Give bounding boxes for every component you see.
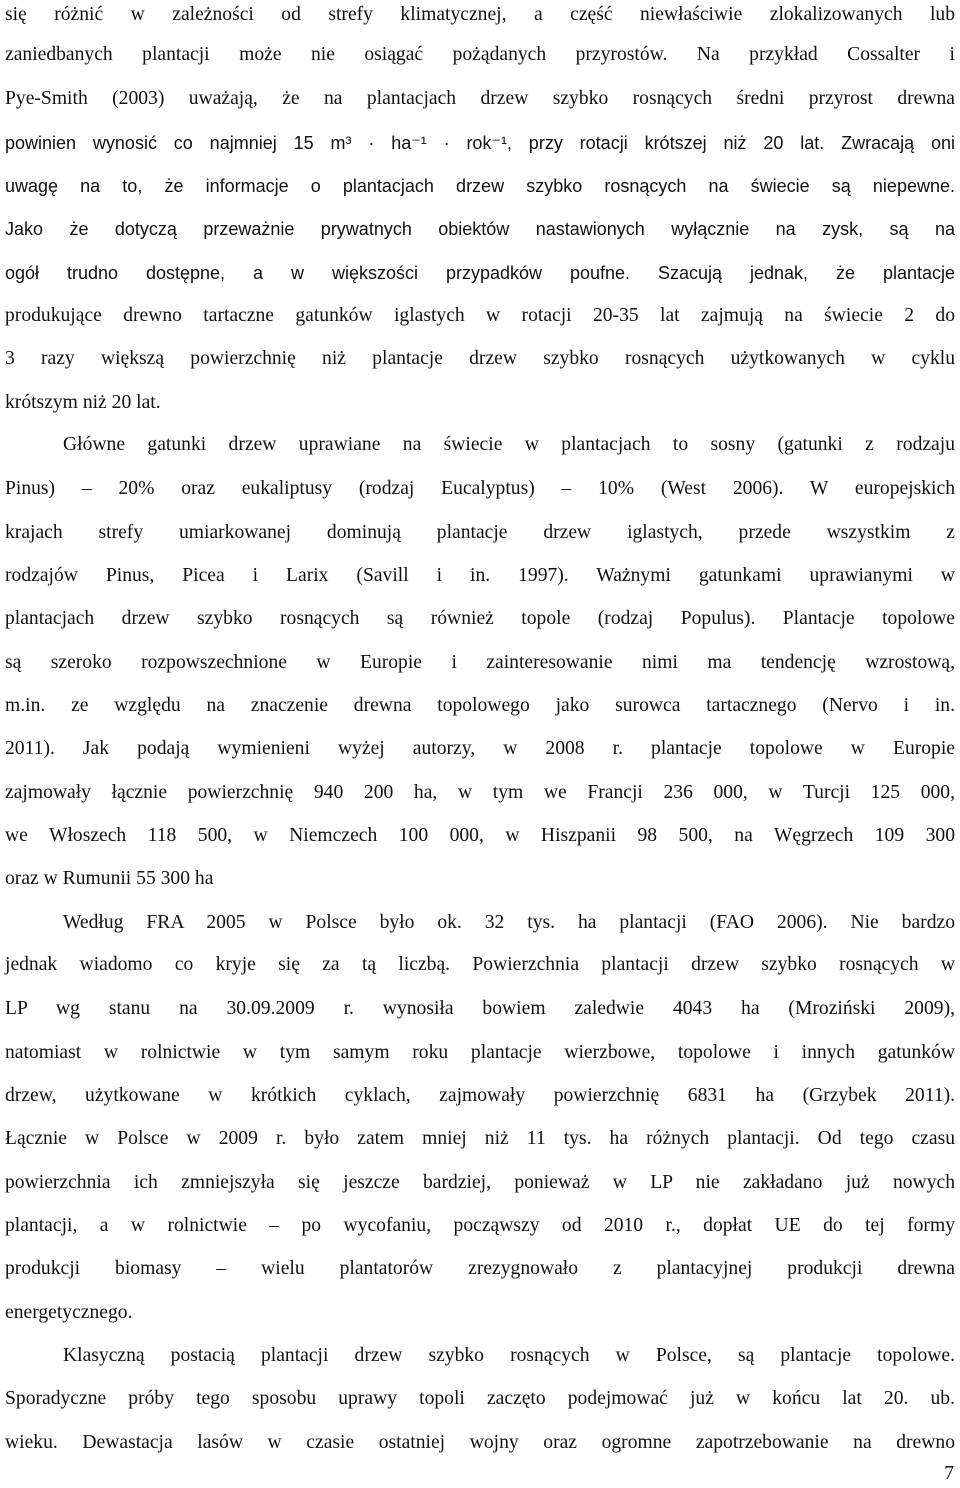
text-line: powinien wynosić co najmniej 15 m³ · ha⁻¹ · rok⁻¹, przy rotacji krótszej niż 20 lat. Zwracają oni <box>5 133 955 153</box>
text-line: krajach strefy umiarkowanej dominują plantacje drzew iglastych, przede wszystkim z <box>5 522 955 543</box>
text-line: 2011). Jak podają wymienieni wyżej autorzy, w 2008 r. plantacje topolowe w Europie <box>5 738 955 759</box>
text-line: plantacjach drzew szybko rosnących są również topole (rodzaj Populus). Plantacje topolowe <box>5 608 955 629</box>
text-line: drzew, użytkowane w krótkich cyklach, zajmowały powierzchnię 6831 ha (Grzybek 2011). <box>5 1085 955 1106</box>
text-line: zajmowały łącznie powierzchnię 940 200 ha, w tym we Francji 236 000, w Turcji 125 000, <box>5 782 955 803</box>
text-line: plantacji, a w rolnictwie – po wycofaniu, począwszy od 2010 r., dopłat UE do tej formy <box>5 1215 955 1236</box>
text-line: Jako że dotyczą przeważnie prywatnych obiektów nastawionych wyłącznie na zysk, są na <box>5 219 955 239</box>
text-line: krótszym niż 20 lat. <box>5 392 161 413</box>
text-line: LP wg stanu na 30.09.2009 r. wynosiła bowiem zaledwie 4043 ha (Mroziński 2009), <box>5 998 955 1019</box>
text-line: produkcji biomasy – wielu plantatorów zrezygnowało z plantacyjnej produkcji drewna <box>5 1258 955 1279</box>
text-line: ogół trudno dostępne, a w większości przypadków poufne. Szacują jednak, że plantacje <box>5 263 955 283</box>
page-number: 7 <box>944 1463 954 1484</box>
text-line: produkujące drewno tartaczne gatunków iglastych w rotacji 20-35 lat zajmują na świecie 2 do <box>5 305 955 326</box>
text-line: są szeroko rozpowszechnione w Europie i zainteresowanie nimi ma tendencję wzrostową, <box>5 652 955 673</box>
text-line: we Włoszech 118 500, w Niemczech 100 000, w Hiszpanii 98 500, na Węgrzech 109 300 <box>5 825 955 846</box>
text-line: powierzchnia ich zmniejszyła się jeszcze bardziej, ponieważ w LP nie zakładano już nowych <box>5 1172 955 1193</box>
text-line: oraz w Rumunii 55 300 ha <box>5 868 214 889</box>
text-line: zaniedbanych plantacji może nie osiągać pożądanych przyrostów. Na przykład Cossalter i <box>5 44 955 65</box>
text-line: Sporadyczne próby tego sposobu uprawy topoli zaczęto podejmować już w końcu lat 20. ub. <box>5 1388 955 1409</box>
text-line: Pinus) – 20% oraz eukaliptusy (rodzaj Eucalyptus) – 10% (West 2006). W europejskich <box>5 478 955 499</box>
text-line: się różnić w zależności od strefy klimatycznej, a część niewłaściwie zlokalizowanych lub <box>5 4 955 25</box>
text-line: natomiast w rolnictwie w tym samym roku plantacje wierzbowe, topolowe i innych gatunków <box>5 1042 955 1063</box>
text-line: Według FRA 2005 w Polsce było ok. 32 tys. ha plantacji (FAO 2006). Nie bardzo <box>63 912 955 933</box>
text-line: Główne gatunki drzew uprawiane na świecie w plantacjach to sosny (gatunki z rodzaju <box>63 434 955 455</box>
text-line: Klasyczną postacią plantacji drzew szybko rosnących w Polsce, są plantacje topolowe. <box>63 1345 955 1366</box>
text-line: energetycznego. <box>5 1302 133 1323</box>
text-line: 3 razy większą powierzchnię niż plantacje drzew szybko rosnących użytkowanych w cyklu <box>5 348 955 369</box>
text-line: wieku. Dewastacja lasów w czasie ostatniej wojny oraz ogromne zapotrzebowanie na drewno <box>5 1432 955 1453</box>
text-line: m.in. ze względu na znaczenie drewna topolowego jako surowca tartacznego (Nervo i in. <box>5 695 955 716</box>
text-line: rodzajów Pinus, Picea i Larix (Savill i in. 1997). Ważnymi gatunkami uprawianymi w <box>5 565 955 586</box>
text-line: Łącznie w Polsce w 2009 r. było zatem mniej niż 11 tys. ha różnych plantacji. Od tego czasu <box>5 1128 955 1149</box>
text-line: jednak wiadomo co kryje się za tą liczbą. Powierzchnia plantacji drzew szybko rosnących w <box>5 954 955 975</box>
text-line: uwagę na to, że informacje o plantacjach drzew szybko rosnących na świecie są niepewne. <box>5 176 955 196</box>
text-line: Pye-Smith (2003) uważają, że na plantacjach drzew szybko rosnących średni przyrost drewna <box>5 88 955 109</box>
